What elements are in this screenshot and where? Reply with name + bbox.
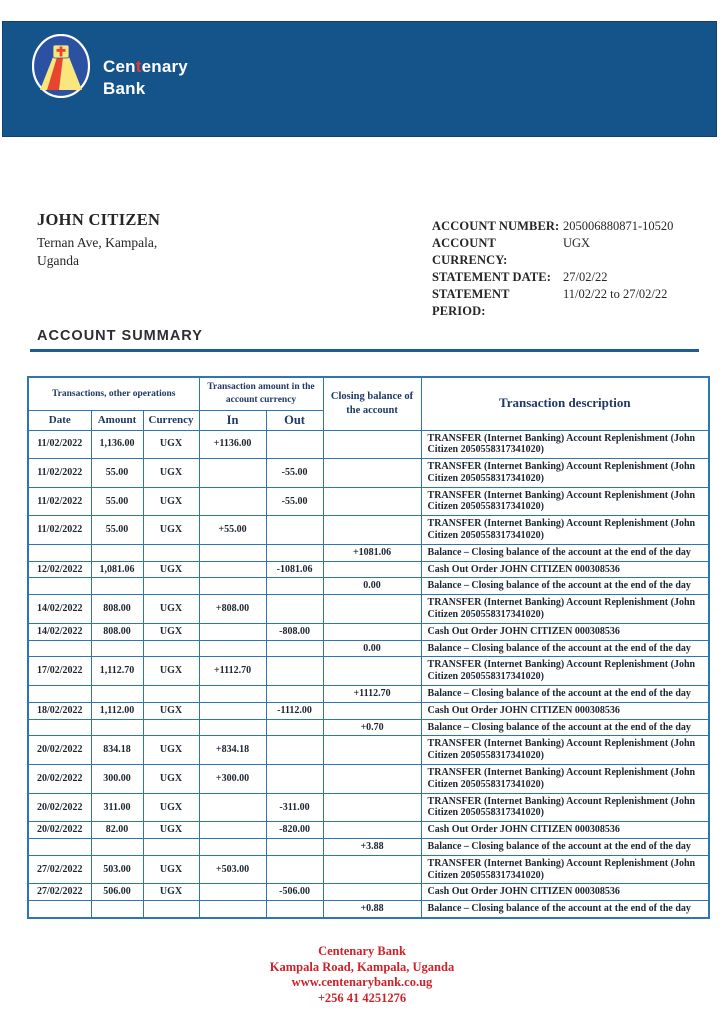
cell-date: [28, 640, 91, 657]
cell-amount: 55.00: [91, 459, 143, 488]
header-band: [2, 21, 717, 137]
cell-currency: UGX: [143, 459, 199, 488]
col-header-currency: Currency: [143, 410, 199, 430]
cell-balance: [323, 822, 421, 839]
cell-out: -55.00: [266, 487, 323, 516]
cell-out: [266, 719, 323, 736]
cell-currency: UGX: [143, 487, 199, 516]
cell-in: [199, 793, 266, 822]
cell-description: TRANSFER (Internet Banking) Account Replenishment (John Citizen 2050558317341020): [421, 459, 709, 488]
table-row: [28, 640, 709, 657]
cell-currency: [143, 839, 199, 856]
cell-amount: 1,112.00: [91, 702, 143, 719]
cell-out: [266, 855, 323, 884]
cell-balance: [323, 430, 421, 459]
cell-balance: [323, 884, 421, 901]
cell-date: 14/02/2022: [28, 595, 91, 624]
footer-bank-name: Centenary Bank: [318, 944, 406, 958]
detail-row-account-number: [432, 218, 673, 235]
cell-balance: [323, 459, 421, 488]
cell-in: [199, 459, 266, 488]
cell-description: TRANSFER (Internet Banking) Account Replenishment (John Citizen 2050558317341020): [421, 765, 709, 794]
cell-out: -506.00: [266, 884, 323, 901]
cell-in: +1136.00: [199, 430, 266, 459]
cell-description: Balance – Closing balance of the account at the end of the day: [421, 578, 709, 595]
table-row: [28, 702, 709, 719]
table-row: [28, 839, 709, 856]
cell-currency: UGX: [143, 595, 199, 624]
cell-currency: UGX: [143, 855, 199, 884]
col-header-in: In: [199, 410, 266, 430]
account-holder-block: [37, 210, 160, 269]
brand-line-2: Bank: [103, 79, 146, 98]
detail-value: 11/02/22 to 27/02/22: [563, 287, 668, 301]
cell-currency: UGX: [143, 623, 199, 640]
cell-amount: [91, 839, 143, 856]
cell-in: [199, 901, 266, 918]
table-row: [28, 516, 709, 545]
cell-amount: 808.00: [91, 595, 143, 624]
cell-out: -808.00: [266, 623, 323, 640]
cell-balance: [323, 561, 421, 578]
cell-amount: 311.00: [91, 793, 143, 822]
col-header-description: Transaction description: [421, 377, 709, 430]
cell-description: TRANSFER (Internet Banking) Account Replenishment (John Citizen 2050558317341020): [421, 595, 709, 624]
cell-currency: UGX: [143, 884, 199, 901]
cell-in: [199, 702, 266, 719]
cell-currency: [143, 578, 199, 595]
cell-currency: UGX: [143, 736, 199, 765]
cell-description: Balance – Closing balance of the account at the end of the day: [421, 839, 709, 856]
table-row: [28, 430, 709, 459]
detail-label: ACCOUNT CURRENCY:: [432, 236, 508, 267]
cell-in: +808.00: [199, 595, 266, 624]
cell-description: Balance – Closing balance of the account at the end of the day: [421, 719, 709, 736]
table-row: [28, 487, 709, 516]
table-row: [28, 765, 709, 794]
cell-date: 11/02/2022: [28, 459, 91, 488]
cell-balance: [323, 765, 421, 794]
col-header-amount: Amount: [91, 410, 143, 430]
cell-description: Cash Out Order JOHN CITIZEN 000308536: [421, 702, 709, 719]
cell-balance: [323, 736, 421, 765]
detail-label: ACCOUNT NUMBER:: [432, 219, 560, 233]
footer-block: [0, 944, 724, 1006]
col-header-closing-balance: Closing balance of the account: [323, 377, 421, 430]
cell-amount: 503.00: [91, 855, 143, 884]
cell-description: TRANSFER (Internet Banking) Account Replenishment (John Citizen 2050558317341020): [421, 657, 709, 686]
table-row: [28, 459, 709, 488]
cell-date: 27/02/2022: [28, 884, 91, 901]
cell-description: Cash Out Order JOHN CITIZEN 000308536: [421, 884, 709, 901]
cell-out: -311.00: [266, 793, 323, 822]
table-row: [28, 561, 709, 578]
detail-label: STATEMENT DATE:: [432, 270, 551, 284]
cell-in: +1112.70: [199, 657, 266, 686]
cell-in: [199, 578, 266, 595]
detail-value: 205006880871-10520: [563, 219, 674, 233]
cell-in: [199, 544, 266, 561]
cell-description: Balance – Closing balance of the account at the end of the day: [421, 544, 709, 561]
table-row: [28, 623, 709, 640]
cell-currency: UGX: [143, 657, 199, 686]
cell-currency: UGX: [143, 516, 199, 545]
cell-description: TRANSFER (Internet Banking) Account Replenishment (John Citizen 2050558317341020): [421, 487, 709, 516]
cell-in: [199, 884, 266, 901]
table-row: [28, 719, 709, 736]
table-row: [28, 686, 709, 703]
cell-balance: [323, 487, 421, 516]
cell-date: 17/02/2022: [28, 657, 91, 686]
table-row: [28, 793, 709, 822]
cell-description: TRANSFER (Internet Banking) Account Replenishment (John Citizen 2050558317341020): [421, 793, 709, 822]
cell-balance: 0.00: [323, 578, 421, 595]
transactions-body: [28, 430, 709, 918]
cell-date: [28, 719, 91, 736]
cell-in: [199, 686, 266, 703]
cell-currency: UGX: [143, 430, 199, 459]
cell-currency: [143, 901, 199, 918]
cell-balance: [323, 702, 421, 719]
brand-line-1: Centenary: [103, 57, 188, 76]
cell-amount: [91, 544, 143, 561]
cell-out: [266, 430, 323, 459]
cell-currency: UGX: [143, 702, 199, 719]
cell-out: -820.00: [266, 822, 323, 839]
cell-balance: +1112.70: [323, 686, 421, 703]
cell-currency: UGX: [143, 561, 199, 578]
cell-amount: 506.00: [91, 884, 143, 901]
cell-out: [266, 686, 323, 703]
col-header-date: Date: [28, 410, 91, 430]
table-row: [28, 657, 709, 686]
cell-amount: 808.00: [91, 623, 143, 640]
cell-amount: [91, 686, 143, 703]
cell-date: [28, 686, 91, 703]
cell-amount: [91, 578, 143, 595]
cell-description: Cash Out Order JOHN CITIZEN 000308536: [421, 822, 709, 839]
cell-date: 18/02/2022: [28, 702, 91, 719]
cell-balance: 0.00: [323, 640, 421, 657]
table-row: [28, 736, 709, 765]
col-header-amount-currency: Transaction amount in the account currency: [199, 377, 323, 410]
cell-out: [266, 839, 323, 856]
cell-description: Cash Out Order JOHN CITIZEN 000308536: [421, 623, 709, 640]
cell-balance: +3.88: [323, 839, 421, 856]
cell-out: -55.00: [266, 459, 323, 488]
cell-date: 11/02/2022: [28, 516, 91, 545]
cell-currency: UGX: [143, 822, 199, 839]
cell-in: [199, 561, 266, 578]
cell-amount: 1,136.00: [91, 430, 143, 459]
cell-in: [199, 487, 266, 516]
transactions-table: [27, 376, 710, 919]
cell-description: Cash Out Order JOHN CITIZEN 000308536: [421, 561, 709, 578]
cell-date: 12/02/2022: [28, 561, 91, 578]
cell-in: +55.00: [199, 516, 266, 545]
cell-currency: [143, 719, 199, 736]
table-row: [28, 901, 709, 918]
cell-date: 27/02/2022: [28, 855, 91, 884]
cell-in: [199, 623, 266, 640]
cell-out: [266, 901, 323, 918]
bank-logo-icon: [32, 34, 90, 98]
account-summary-title: ACCOUNT SUMMARY: [37, 328, 203, 344]
cell-description: TRANSFER (Internet Banking) Account Replenishment (John Citizen 2050558317341020): [421, 516, 709, 545]
cell-out: [266, 736, 323, 765]
cell-description: TRANSFER (Internet Banking) Account Replenishment (John Citizen 2050558317341020): [421, 430, 709, 459]
cell-out: [266, 544, 323, 561]
detail-row-account-currency: [432, 235, 673, 269]
table-row: [28, 544, 709, 561]
table-row: [28, 578, 709, 595]
cell-date: [28, 839, 91, 856]
table-row: [28, 855, 709, 884]
cell-in: [199, 640, 266, 657]
cell-balance: +0.70: [323, 719, 421, 736]
cell-date: 20/02/2022: [28, 765, 91, 794]
footer-website: www.centenarybank.co.ug: [291, 975, 433, 989]
account-holder-address: [37, 234, 160, 269]
table-row: [28, 884, 709, 901]
cell-balance: +1081.06: [323, 544, 421, 561]
cell-out: -1112.00: [266, 702, 323, 719]
footer-phone: +256 41 4251276: [317, 990, 407, 1005]
detail-row-statement-period: [432, 286, 673, 320]
cell-amount: [91, 901, 143, 918]
cell-balance: [323, 855, 421, 884]
col-header-out: Out: [266, 410, 323, 430]
cell-date: 14/02/2022: [28, 623, 91, 640]
address-line-1: Ternan Ave, Kampala,: [37, 235, 158, 250]
cell-currency: [143, 544, 199, 561]
bank-brand-name: [103, 56, 188, 100]
cell-balance: +0.88: [323, 901, 421, 918]
table-row: [28, 595, 709, 624]
table-header: [28, 377, 709, 430]
cell-description: Balance – Closing balance of the account at the end of the day: [421, 686, 709, 703]
cell-amount: 55.00: [91, 516, 143, 545]
cell-in: +300.00: [199, 765, 266, 794]
cell-out: [266, 657, 323, 686]
table-row: [28, 822, 709, 839]
cell-amount: [91, 640, 143, 657]
account-holder-name: JOHN CITIZEN: [37, 210, 161, 229]
cell-balance: [323, 793, 421, 822]
address-line-2: Uganda: [37, 252, 79, 268]
cell-description: TRANSFER (Internet Banking) Account Replenishment (John Citizen 2050558317341020): [421, 736, 709, 765]
cell-description: TRANSFER (Internet Banking) Account Replenishment (John Citizen 2050558317341020): [421, 855, 709, 884]
cell-date: 20/02/2022: [28, 736, 91, 765]
cell-currency: [143, 686, 199, 703]
cell-in: [199, 719, 266, 736]
cell-in: +834.18: [199, 736, 266, 765]
cell-out: [266, 516, 323, 545]
cell-out: [266, 640, 323, 657]
cell-balance: [323, 595, 421, 624]
cell-balance: [323, 516, 421, 545]
summary-divider: [30, 349, 699, 352]
cell-currency: [143, 640, 199, 657]
cell-description: Balance – Closing balance of the account at the end of the day: [421, 901, 709, 918]
cell-date: [28, 901, 91, 918]
cell-amount: 82.00: [91, 822, 143, 839]
cell-balance: [323, 623, 421, 640]
account-details-block: [432, 218, 673, 320]
cell-amount: 1,081.06: [91, 561, 143, 578]
cell-amount: 300.00: [91, 765, 143, 794]
cell-date: [28, 544, 91, 561]
cell-in: [199, 839, 266, 856]
cell-date: [28, 578, 91, 595]
cell-out: [266, 765, 323, 794]
cell-out: [266, 595, 323, 624]
cell-date: 11/02/2022: [28, 487, 91, 516]
cell-amount: 834.18: [91, 736, 143, 765]
detail-row-statement-date: [432, 269, 673, 286]
cell-balance: [323, 657, 421, 686]
cell-out: [266, 578, 323, 595]
detail-value: 27/02/22: [563, 270, 608, 284]
cell-currency: UGX: [143, 765, 199, 794]
cell-date: 20/02/2022: [28, 793, 91, 822]
brand-accent-letter: t: [135, 57, 142, 76]
detail-value: UGX: [563, 236, 591, 250]
cell-currency: UGX: [143, 793, 199, 822]
col-header-transactions: Transactions, other operations: [28, 377, 199, 410]
cell-in: +503.00: [199, 855, 266, 884]
cell-amount: 55.00: [91, 487, 143, 516]
cell-out: -1081.06: [266, 561, 323, 578]
cell-in: [199, 822, 266, 839]
cell-date: 11/02/2022: [28, 430, 91, 459]
cell-description: Balance – Closing balance of the account at the end of the day: [421, 640, 709, 657]
footer-address: Kampala Road, Kampala, Uganda: [269, 959, 455, 974]
cell-amount: 1,112.70: [91, 657, 143, 686]
cell-amount: [91, 719, 143, 736]
cell-date: 20/02/2022: [28, 822, 91, 839]
detail-label: STATEMENT PERIOD:: [432, 287, 510, 318]
